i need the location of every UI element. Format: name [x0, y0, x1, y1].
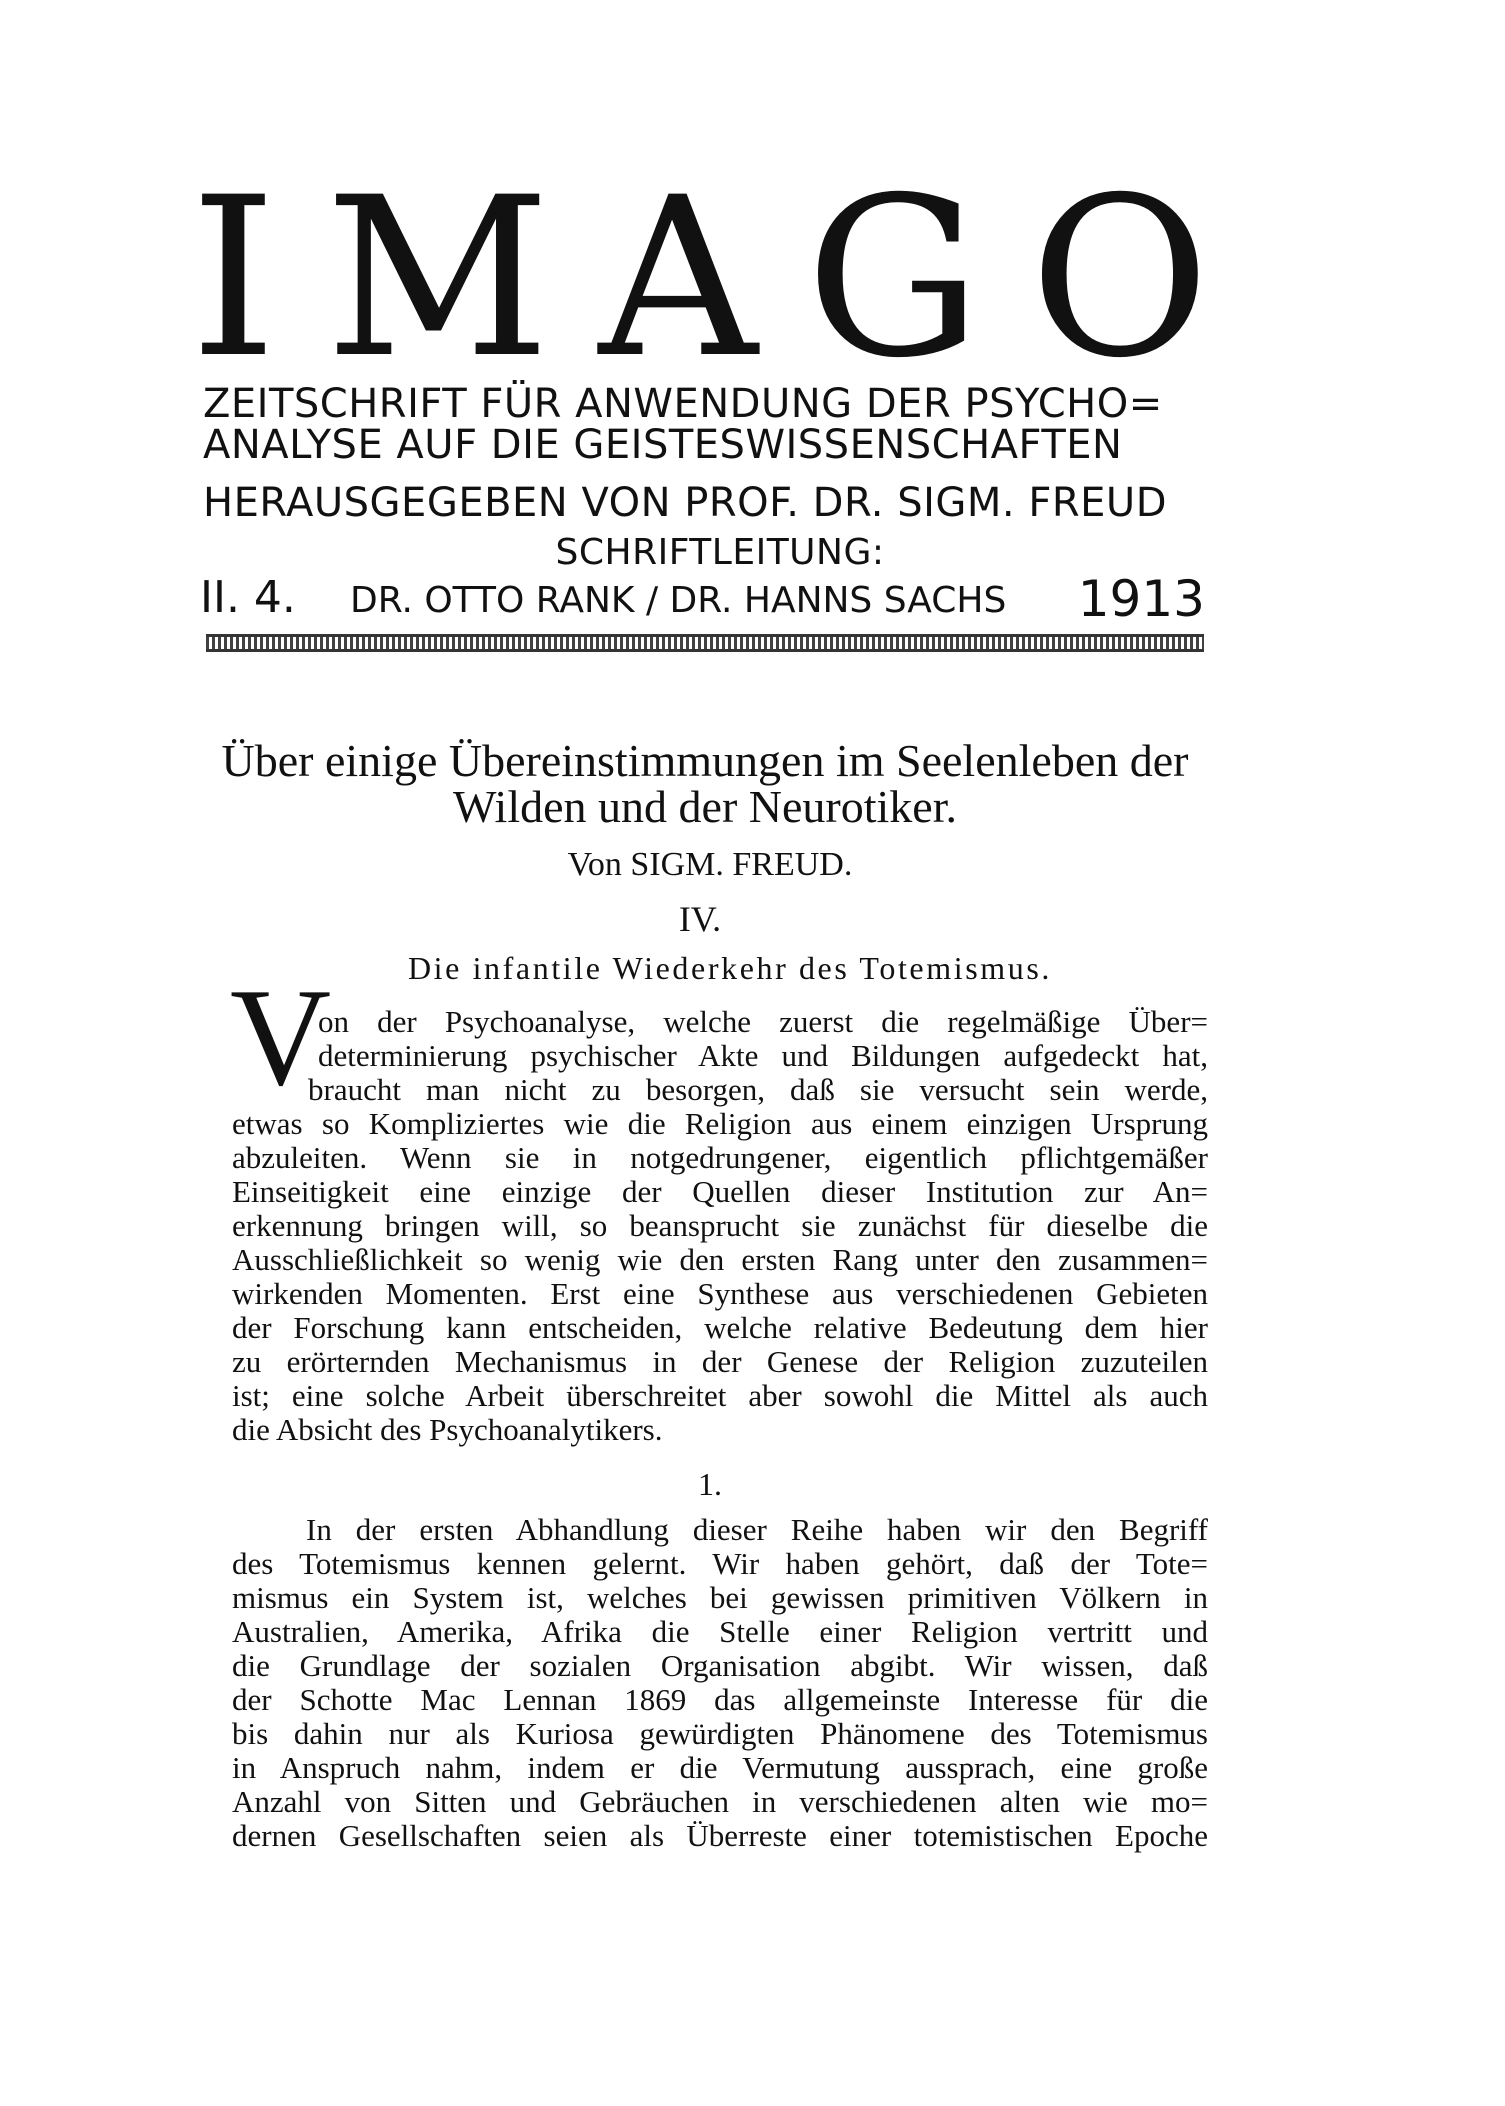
text-line: Einseitigkeit eine einzige der Quellen dieser Institution zur An=	[232, 1174, 1208, 1209]
text-line: der Forschung kann entscheiden, welche relative Bedeutung dem hier	[232, 1310, 1208, 1345]
text-line: In der ersten Abhandlung dieser Reihe haben wir den Begriff	[306, 1512, 1208, 1547]
section-number: 1.	[698, 1466, 722, 1502]
drop-cap: V	[230, 960, 332, 1115]
text-line: abzuleiten. Wenn sie in notgedrungener, eigentlich pflichtgemäßer	[232, 1140, 1208, 1175]
text-line: wirkenden Momenten. Erst eine Synthese aus verschiedenen Gebieten	[232, 1276, 1208, 1311]
text-line: dernen Gesellschaften seien als Überreste einer totemistischen Epoche	[232, 1818, 1208, 1853]
title-letter: A	[598, 150, 758, 406]
title-letter: G	[805, 150, 982, 406]
text-line: on der Psychoanalyse, welche zuerst die regelmäßige Über=	[318, 1004, 1208, 1039]
ornamental-rule	[206, 634, 1204, 652]
issue-row	[200, 570, 1205, 628]
journal-subtitle-line1: ZEITSCHRIFT FÜR ANWENDUNG DER PSYCHO=	[203, 381, 1163, 427]
text-line: Australien, Amerika, Afrika die Stelle einer Religion vertritt und	[232, 1614, 1208, 1649]
article-title-line2: Wilden und der Neurotiker.	[452, 781, 957, 832]
text-line: erkennung bringen will, so beansprucht sie zunächst für dieselbe die	[232, 1208, 1208, 1243]
text-line: etwas so Kompliziertes wie die Religion aus einem einzigen Ursprung	[232, 1106, 1208, 1141]
journal-editor-line: HERAUSGEGEBEN VON PROF. DR. SIGM. FREUD	[203, 480, 1168, 526]
issue-year: 1913	[1077, 570, 1205, 628]
text-line: mismus ein System ist, welches bei gewissen primitiven Völkern in	[232, 1580, 1208, 1615]
text-line: bis dahin nur als Kuriosa gewürdigten Phänomene des Totemismus	[232, 1716, 1208, 1751]
text-line: die Absicht des Psychoanalytikers.	[232, 1412, 663, 1447]
text-line: ist; eine solche Arbeit überschreitet aber sowohl die Mittel als auch	[232, 1378, 1208, 1413]
editors: DR. OTTO RANK / DR. HANNS SACHS	[350, 580, 1007, 621]
text-line: der Schotte Mac Lennan 1869 das allgemeinste Interesse für die	[232, 1682, 1208, 1717]
text-line: in Anspruch nahm, indem er die Vermutung aussprach, eine große	[232, 1750, 1208, 1785]
article-title-line1: Über einige Übereinstimmungen im Seelenleben der	[221, 735, 1189, 786]
section-title: Die infantile Wiederkehr des Totemismus.	[407, 950, 1053, 986]
text-line: determinierung psychischer Akte und Bildungen aufgedeckt hat,	[318, 1038, 1208, 1073]
article-byline: Von SIGM. FREUD.	[567, 846, 853, 883]
text-line: braucht man nicht zu besorgen, daß sie versucht sein werde,	[308, 1072, 1208, 1107]
text-line: Anzahl von Sitten und Gebräuchen in verschiedenen alten wie mo=	[232, 1784, 1208, 1819]
text-line: die Grundlage der sozialen Organisation abgibt. Wir wissen, daß	[232, 1648, 1208, 1683]
title-letter: I	[190, 150, 277, 406]
title-letter: O	[1029, 150, 1210, 406]
text-line: Ausschließlichkeit so wenig wie den ersten Rang unter den zusammen=	[232, 1242, 1208, 1277]
text-line: des Totemismus kennen gelernt. Wir haben gehört, daß der Tote=	[232, 1546, 1208, 1581]
article-part: IV.	[678, 899, 722, 939]
title-letter: M	[325, 150, 551, 406]
issue-number: II. 4.	[200, 572, 296, 623]
text-line: zu erörternden Mechanismus in der Genese der Religion zuzuteilen	[232, 1344, 1208, 1379]
schriftleitung-label: SCHRIFTLEITUNG:	[555, 532, 885, 573]
journal-subtitle-line2: ANALYSE AUF DIE GEISTESWISSENSCHAFTEN	[203, 422, 1123, 468]
